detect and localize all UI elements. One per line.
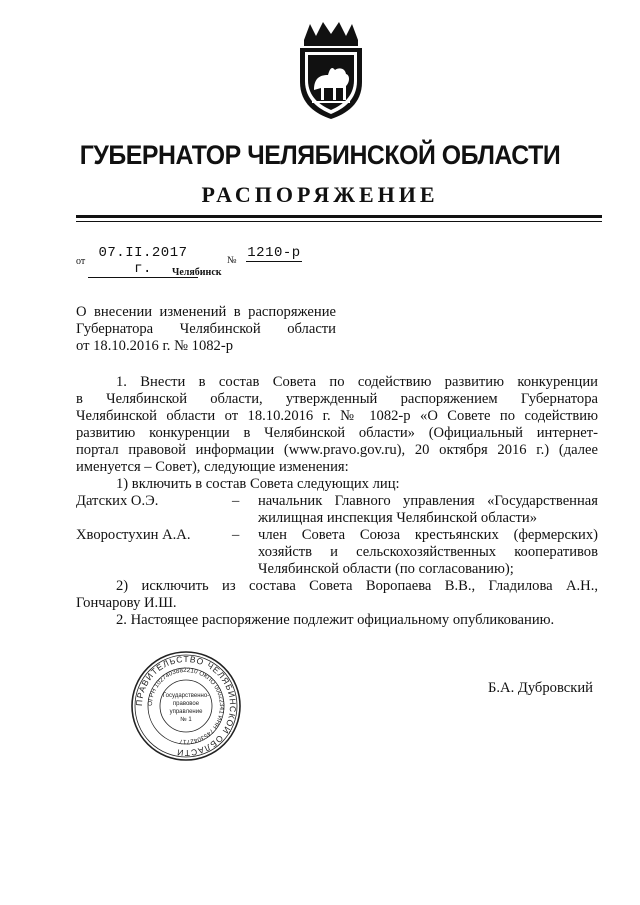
member-dash: – — [232, 493, 240, 509]
subitem-include: 1) включить в состав Совета следующих лиц: — [116, 476, 400, 492]
number-sign-label: № — [227, 255, 237, 266]
member-name: Датских О.Э. — [76, 493, 159, 509]
document-date: 07.II.2017 г. — [88, 245, 198, 278]
body-line: развитию конкуренции в Челябинской области» (Официальный интернет- — [76, 425, 598, 441]
subject-line: О внесении изменений в распоряжение — [76, 304, 336, 320]
subitem-exclude: 2) исключить из состава Совета Воропаева В.В., Гладилова А.Н., — [116, 578, 598, 594]
header-rule-thick — [76, 215, 602, 218]
official-seal-stamp — [130, 650, 242, 762]
member-row-cont — [76, 544, 598, 561]
member-row-cont — [76, 510, 598, 527]
document-subject — [76, 304, 336, 355]
seal-center-line: управление — [169, 709, 203, 715]
member-dash: – — [232, 527, 240, 543]
seal-inner-text: ОГРН 1027403882210 ОКПО 00022341 ИНН 7453042717 — [146, 666, 226, 746]
body-line: Челябинской области от 18.10.2016 г. № 1082-р «О Совете по содействию — [76, 408, 598, 424]
member-row-cont — [76, 561, 598, 578]
date-prefix-label: от — [76, 256, 86, 267]
document-type-heading: РАСПОРЯЖЕНИЕ — [201, 182, 439, 207]
subject-line: от 18.10.2016 г. № 1082-р — [76, 338, 234, 354]
member-position: Челябинской области (по согласованию); — [258, 561, 514, 577]
member-row — [76, 493, 598, 510]
signatory-name: Б.А. Дубровский — [488, 680, 593, 696]
body-line: 1. Внести в состав Совета по содействию развитию конкуренции — [116, 374, 598, 390]
coat-of-arms-emblem — [290, 20, 372, 120]
subject-line: Губернатора Челябинской области — [76, 321, 336, 337]
member-name: Хворостухин А.А. — [76, 527, 191, 543]
body-line: именуется – Совет), следующие изменения: — [76, 459, 349, 475]
member-position: начальник Главного управления «Государственная — [258, 493, 598, 509]
member-position: хозяйств и сельскохозяйственных кооперативов — [258, 544, 598, 560]
subitem-exclude-cont: Гончарову И.Ш. — [76, 595, 177, 611]
header-rule-thin — [76, 221, 602, 222]
city-label: Челябинск — [172, 267, 222, 278]
body-line: в Челябинской области, утвержденный распоряжением Губернатора — [76, 391, 598, 407]
member-row — [76, 527, 598, 544]
document-body — [76, 374, 598, 629]
body-line: портал правовой информации (www.pravo.gov.ru), 20 октября 2016 г.) (далее — [76, 442, 598, 458]
seal-outer-text: ПРАВИТЕЛЬСТВО ЧЕЛЯБИНСКОЙ ОБЛАСТИ — [133, 653, 239, 759]
document-number: 1210-р — [247, 245, 301, 261]
seal-center-line: № 1 — [180, 717, 192, 723]
paragraph-publication: 2. Настоящее распоряжение подлежит официальному опубликованию. — [116, 612, 555, 628]
member-position: член Совета Союза крестьянских (фермерских) — [258, 527, 598, 543]
governor-title: ГУБЕРНАТОР ЧЕЛЯБИНСКОЙ ОБЛАСТИ — [79, 140, 561, 170]
seal-center-line: правовое — [172, 701, 200, 707]
member-position: жилищная инспекция Челябинской области» — [258, 510, 537, 526]
seal-center-line: Государственно- — [162, 693, 210, 699]
